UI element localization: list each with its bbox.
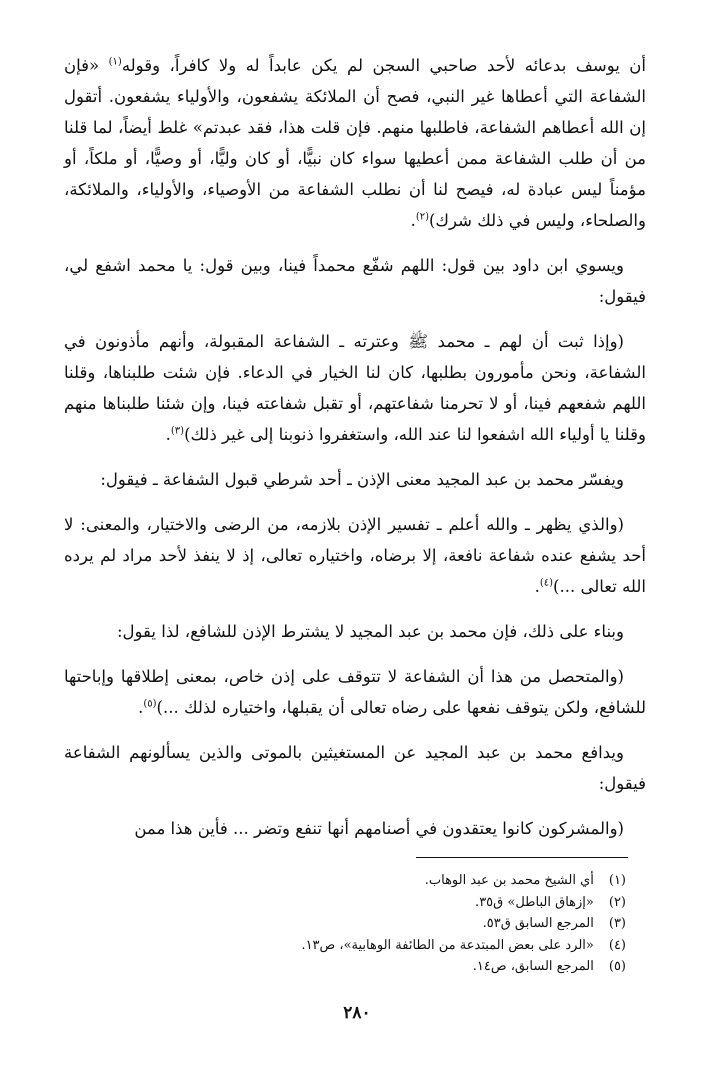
footnote-2-number: (٢): [608, 894, 626, 910]
footnote-3-text: المرجع السابق ق٥٣.: [482, 916, 594, 931]
paragraph-1-end: .: [410, 211, 416, 230]
footnote-2: [64, 892, 626, 914]
paragraph-1-continuation: «فإن الشفاعة التي أعطاها غير النبي، فصح أن الملائكة يشفعون، والأولياء يشفعون. أتقول إن الله أعطاهم الشفاعة، فاطلبها منهم. فإن قلت هذا، فقد عبدتم» غلط أيضاً، لما قلنا من أن طلب الشفاعة ممن أعطيها سواء كان نبيًّا، أو كان وليًّا، أو وصيًّا، أو ملكاً، أو مؤمناً ليس عبادة له، فيصح لنا أن نطلب الشفاعة من الأوصياء، والأولياء، والملائكة، والصلحاء، وليس في ذلك شرك): [64, 56, 646, 230]
paragraph-7: [64, 661, 646, 723]
paragraph-8-text: ويدافع محمد بن عبد المجيد عن المستغيثين بالموتى والذين يسألونهم الشفاعة فيقول:: [64, 743, 646, 793]
paragraph-4-text: ويفسّر محمد بن عبد المجيد معنى الإذن ـ أحد شرطي قبول الشفاعة ـ فيقول:: [100, 470, 624, 489]
paragraph-5-text: (والذي يظهر ـ والله أعلم ـ تفسير الإذن بلازمه، من الرضى والاختيار، والمعنى: لا أحد يشفع عنده شفاعة نافعة، إلا برضاه، واختياره تعالى، إذ لا ينفذ لأحد مراد لم يرده الله تعالى ...): [64, 515, 646, 596]
footnote-5-text: المرجع السابق، ص١٤.: [472, 959, 594, 974]
page-body: [64, 50, 646, 858]
paragraph-2: [64, 250, 646, 312]
paragraph-9: [64, 813, 646, 844]
footnote-1: [64, 870, 626, 892]
footnote-ref-4: (٤): [539, 577, 554, 589]
page-number: ٢٨٠: [343, 1003, 371, 1023]
footnote-3-number: (٣): [608, 916, 626, 931]
footnote-5: [64, 956, 626, 978]
footnotes-list: [64, 870, 626, 978]
footnote-4-text: «الرد على بعض المبتدعة من الطائفة الوهابية»، ص١٣.: [301, 937, 594, 953]
paragraph-3: [64, 326, 646, 450]
paragraph-1: [64, 50, 646, 236]
paragraph-1-text: أن يوسف بدعائه لأحد صاحبي السجن لم يكن عابداً له ولا كافراً، وقوله: [121, 56, 647, 75]
footnote-ref-3: (٣): [170, 425, 185, 437]
paragraph-8: [64, 737, 646, 799]
footnote-4: [64, 935, 626, 957]
footnote-5-number: (٥): [608, 959, 626, 974]
paragraph-4: [64, 464, 646, 495]
paragraph-9-text: (والمشركون كانوا يعتقدون في أصنامهم أنها تنفع وتضر ... فأين هذا ممن: [134, 819, 624, 838]
footnote-4-number: (٤): [608, 937, 626, 953]
paragraph-3-text: (وإذا ثبت أن لهم ـ محمد ﷺ وعترته ـ الشفاعة المقبولة، وأنهم مأذونون في الشفاعة، ونحن مأمورون بطلبها، كان لنا الخيار في الدعاء. فإن شئت طلبناها، وقلنا اللهم شفعهم فينا، أو لا تحرمنا شفاعتهم، أو تقبل شفاعته فينا، وإن شئنا طلبناها منهم وقلنا يا أولياء الله اشفعوا لنا عند الله، واستغفروا ذنوبنا إلى غير ذلك): [64, 332, 646, 444]
paragraph-3-end: .: [165, 425, 171, 444]
paragraph-2-text: ويسوي ابن داود بين قول: اللهم شفّع محمداً فينا، وبين قول: يا محمد اشفع لي، فيقول:: [64, 256, 646, 306]
footnote-ref-5: (٥): [143, 698, 157, 710]
paragraph-5: [64, 509, 646, 602]
footnote-3: [64, 913, 626, 935]
footnote-2-text: «إزهاق الباطل» ق٣٥.: [475, 894, 594, 910]
paragraph-5-end: .: [534, 577, 540, 596]
paragraph-6: [64, 616, 646, 647]
paragraph-6-text: وبناء على ذلك، فإن محمد بن عبد المجيد لا يشترط الإذن للشافع، لذا يقول:: [116, 622, 624, 641]
footnote-ref-1: (١): [108, 56, 122, 68]
footnote-1-text: أي الشيخ محمد بن عبد الوهاب.: [424, 873, 594, 888]
footnote-divider: [416, 857, 628, 858]
paragraph-7-text: (والمتحصل من هذا أن الشفاعة لا تتوقف على إذن خاص، بمعنى إطلاقها وإباحتها للشافع، ولكن يتوقف نفعها على رضاه تعالى أن يقبلها، واختياره لذلك ...): [64, 667, 646, 717]
footnote-ref-2: (٢): [415, 211, 429, 223]
footnote-1-number: (١): [608, 873, 626, 888]
paragraph-7-end: .: [138, 698, 144, 717]
